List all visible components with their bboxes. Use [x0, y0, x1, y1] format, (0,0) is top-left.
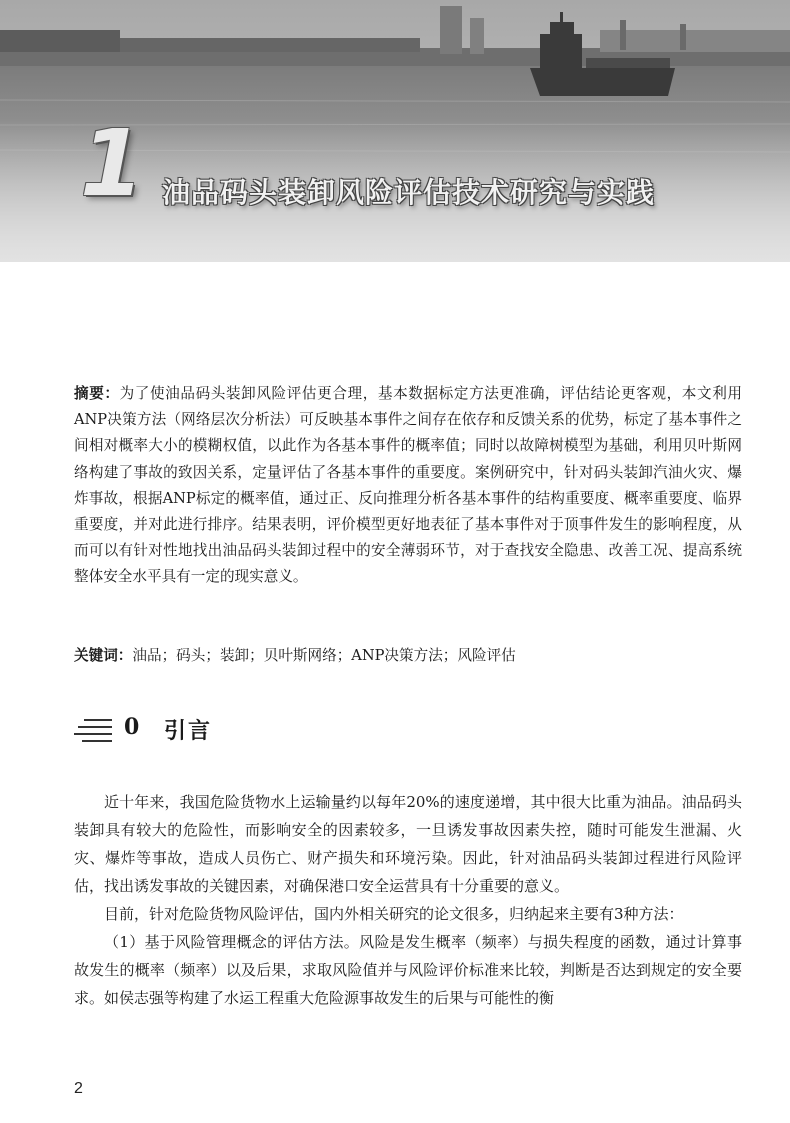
- section-number: 0: [124, 714, 140, 740]
- chapter-title: 油品码头装卸风险评估技术研究与实践: [162, 176, 656, 209]
- paragraph: （1）基于风险管理概念的评估方法。风险是发生概率（频率）与损失程度的函数，通过计算事故发生的概率（频率）以及后果，求取风险值并与风险评价标准来比较，判断是否达到规定的安全要求。如侯志强等构建了水运工程重大危险源事故发生的后果与可能性的衡: [74, 933, 742, 1007]
- keywords-label: 关键词：: [74, 647, 133, 664]
- section-title: 引言: [164, 719, 213, 744]
- paragraph: 近十年来，我国危险货物水上运输量约以每年20%的速度递增，其中很大比重为油品。油品码头装卸具有较大的危险性，而影响安全的因素较多，一旦诱发事故因素失控，随时可能发生泄漏、火灾、爆炸等事故，造成人员伤亡、财产损失和环境污染。因此，针对油品码头装卸过程进行风险评估，找出诱发事故的关键因素，对确保港口安全运营具有十分重要的意义。: [74, 793, 742, 895]
- header-banner: [0, 0, 790, 262]
- keywords-text: 油品；码头；装卸；贝叶斯网络；ANP决策方法；风险评估: [132, 647, 516, 664]
- abstract-block: [74, 381, 742, 591]
- section-heading: [74, 712, 474, 752]
- page-number: 2: [74, 1080, 83, 1097]
- chapter-number: 1: [80, 110, 143, 217]
- abstract-label: 摘要：: [74, 385, 120, 402]
- paragraph: 目前，针对危险货物风险评估，国内外相关研究的论文很多，归纳起来主要有3种方法：: [104, 905, 684, 923]
- abstract-text: 为了使油品码头装卸风险评估更合理，基本数据标定方法更准确，评估结论更客观，本文利用ANP决策方法（网络层次分析法）可反映基本事件之间存在依存和反馈关系的优势，标定了基本事件之间相对概率大小的模糊权值，以此作为各基本事件的概率值；同时以故障树模型为基础，利用贝叶斯网络构建了事故的致因关系，定量评估了各基本事件的重要度。案例研究中，针对码头装卸汽油火灾、爆炸事故，根据ANP标定的概率值，通过正、反向推理分析各基本事件的结构重要度、概率重要度、临界重要度，并对此进行排序。结果表明，评价模型更好地表征了基本事件对于顶事件发生的影响程度，从而可以有针对性地找出油品码头装卸过程中的安全薄弱环节，对于查找安全隐患、改善工况、提高系统整体安全水平具有一定的现实意义。: [74, 385, 742, 586]
- section-lines-icon: [74, 716, 114, 744]
- body-text: [74, 788, 742, 1012]
- keywords-block: [74, 643, 742, 669]
